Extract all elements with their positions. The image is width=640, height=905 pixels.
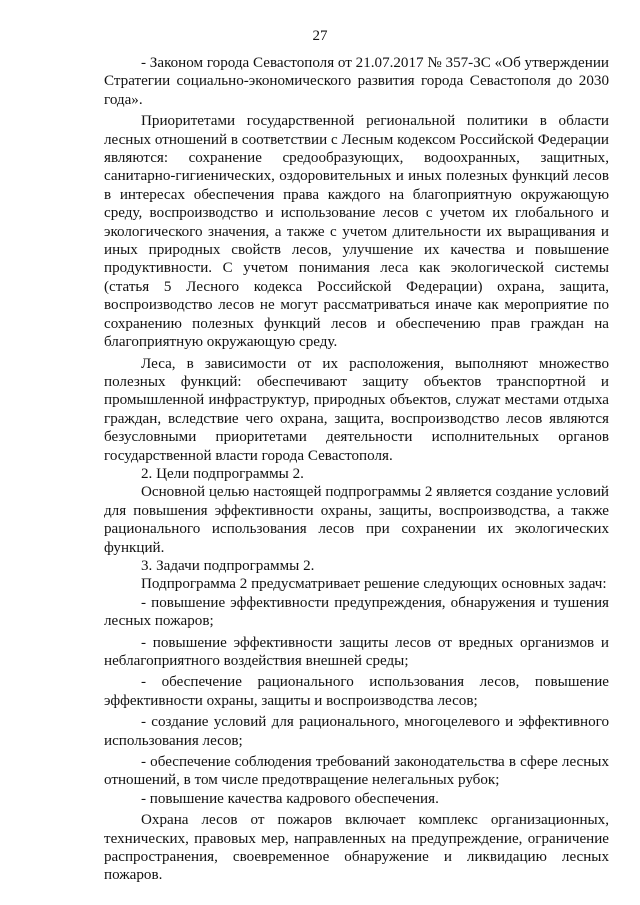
task-item-fire-prevention: - повышение эффективности предупреждения, обнаружения и тушения лесных пожаров;: [104, 594, 609, 630]
paragraph-main-goal: Основной целью настоящей подпрограммы 2 является создание условий для повышения эффективности охраны, защиты, воспроизводства, а также рационального использования лесов при сохранении их экологических функций.: [104, 484, 609, 556]
document-body: [104, 54, 609, 885]
paragraph-forest-functions: Леса, в зависимости от их расположения, выполняют множество полезных функций: обеспечивают защиту объектов транспортной и промышленной инфраструктур, природных объектов, служат местами отдыха граждан, вследствие чего охрана, защита, воспроизводство лесов являются безусловными приоритетами деятельности исполнительных органов государственной власти города Севастополя.: [104, 355, 609, 464]
heading-tasks: 3. Задачи подпрограммы 2.: [141, 557, 315, 574]
paragraph-tasks-intro: Подпрограмма 2 предусматривает решение следующих основных задач:: [141, 576, 607, 593]
heading-goals: 2. Цели подпрограммы 2.: [141, 465, 304, 482]
task-item-legal-compliance: - обеспечение соблюдения требований законодательства в сфере лесных отношений, в том числе предотвращение нелегальных рубок;: [104, 754, 609, 789]
task-item-conditions: - создание условий для рационального, многоцелевого и эффективного использования лесов;: [104, 714, 609, 749]
page-number: 27: [312, 28, 328, 44]
paragraph-priorities: Приоритетами государственной региональной политики в области лесных отношений в соответствии с Лесным кодексом Российской Федерации являются: сохранение средообразующих, водоохранных, защитных, санитарно-гигиенических, оздоровительных и иных полезных функций лесов в интересах обеспечения права каждого на благоприятную окружающую среду, воспроизводство и использование лесов с учетом их глобального и экологического значения, а также с учетом длительности их выращивания и иных природных свойств лесов, улучшение их качества и повышение продуктивности. С учетом понимания леса как экологической системы (статья 5 Лесного кодекса Российской Федерации) охрана, защита, воспроизводство лесов не могут рассматриваться иначе как мероприятие по сохранению полезных функций лесов и обеспечению прав граждан на благоприятную окружающую среду.: [104, 113, 609, 351]
task-item-rational-use: - обеспечение рационального использования лесов, повышение эффективности охраны, защиты и воспроизводства лесов;: [104, 674, 609, 709]
paragraph-fire-protection: Охрана лесов от пожаров включает комплекс организационных, технических, правовых мер, направленных на предупреждение, ограничение распространения, своевременное обнаружение и ликвидацию лесных пожаров.: [104, 812, 609, 884]
paragraph-strategy-law: - Законом города Севастополя от 21.07.2017 № 357-ЗС «Об утверждении Стратегии социально-экономического развития города Севастополя до 2030 года».: [104, 55, 609, 108]
task-item-pest-protection: - повышение эффективности защиты лесов от вредных организмов и неблагоприятного воздействия внешней среды;: [104, 634, 609, 669]
task-item-staffing: - повышение качества кадрового обеспечения.: [141, 790, 439, 807]
